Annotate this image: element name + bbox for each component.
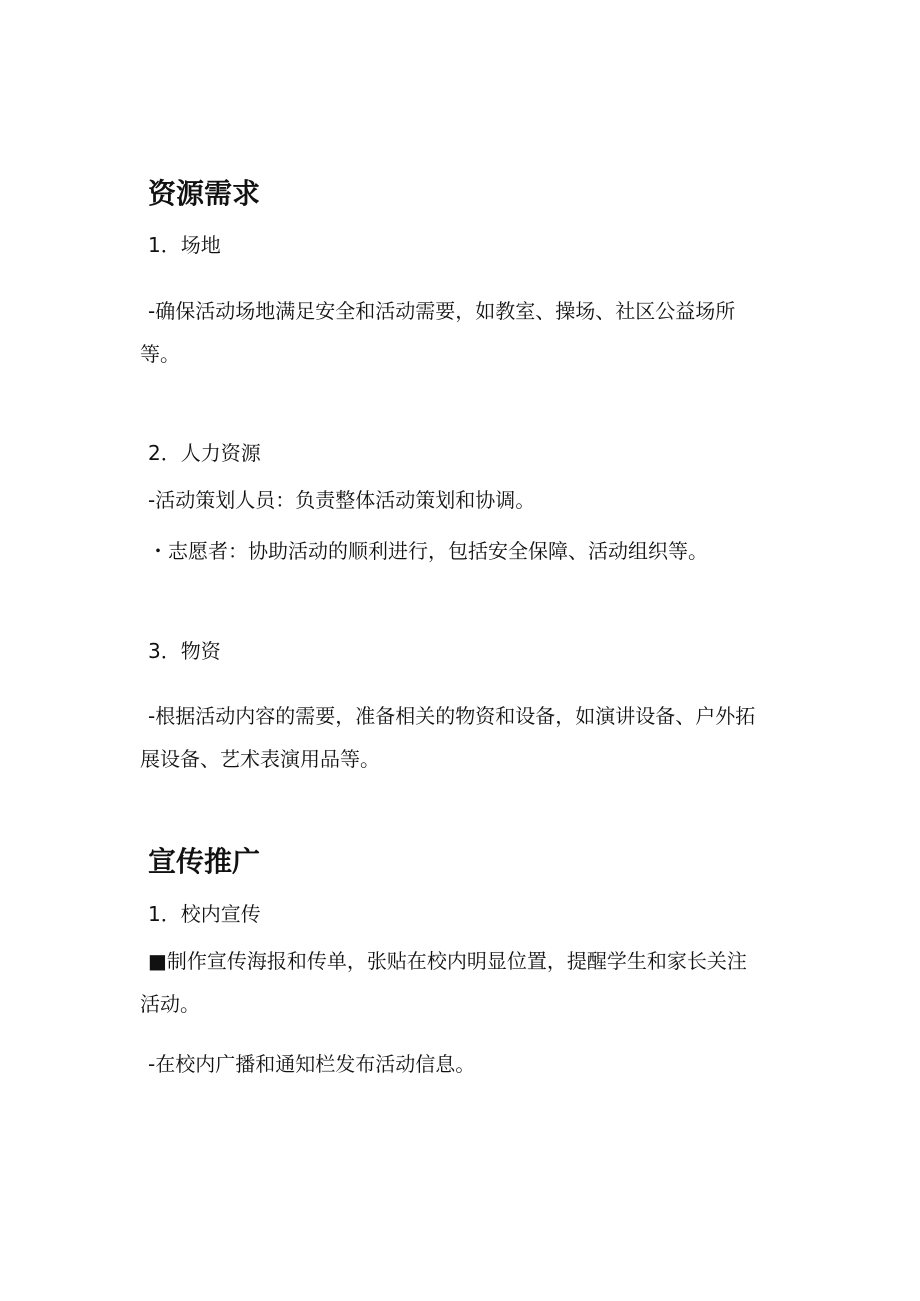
paragraph-volunteers — [148, 530, 808, 573]
section-heading-resources: 资源需求 — [148, 177, 261, 210]
paragraph-line: -根据活动内容的需要，准备相关的物资和设备，如演讲设备、户外拓 — [148, 704, 756, 728]
section-heading-promotion: 宣传推广 — [148, 845, 261, 878]
paragraph-line: -确保活动场地满足安全和活动需要，如教室、操场、社区公益场所 — [148, 299, 736, 323]
paragraph-line: 展设备、艺术表演用品等。 — [140, 747, 380, 771]
paragraph-line: ・志愿者：协助活动的顺利进行，包括安全保障、活动组织等。 — [148, 539, 708, 563]
item-title-venue: 1．场地 — [148, 233, 221, 257]
paragraph-line: 等。 — [140, 342, 180, 366]
paragraph-line: -活动策划人员：负责整体活动策划和协调。 — [148, 488, 536, 512]
paragraph-line: -在校内广播和通知栏发布活动信息。 — [148, 1052, 476, 1076]
item-title-human-resources: 2．人力资源 — [148, 441, 261, 465]
paragraph-line: ■制作宣传海报和传单，张贴在校内明显位置，提醒学生和家长关注 — [148, 949, 747, 973]
paragraph-broadcast — [148, 1043, 808, 1086]
paragraph-venue — [140, 290, 808, 376]
item-title-campus-promotion: 1．校内宣传 — [148, 902, 261, 926]
item-title-materials: 3．物资 — [148, 639, 221, 663]
paragraph-line: 活动。 — [140, 992, 200, 1016]
paragraph-materials — [140, 695, 808, 781]
paragraph-planners — [148, 479, 808, 522]
paragraph-posters — [140, 940, 808, 1026]
